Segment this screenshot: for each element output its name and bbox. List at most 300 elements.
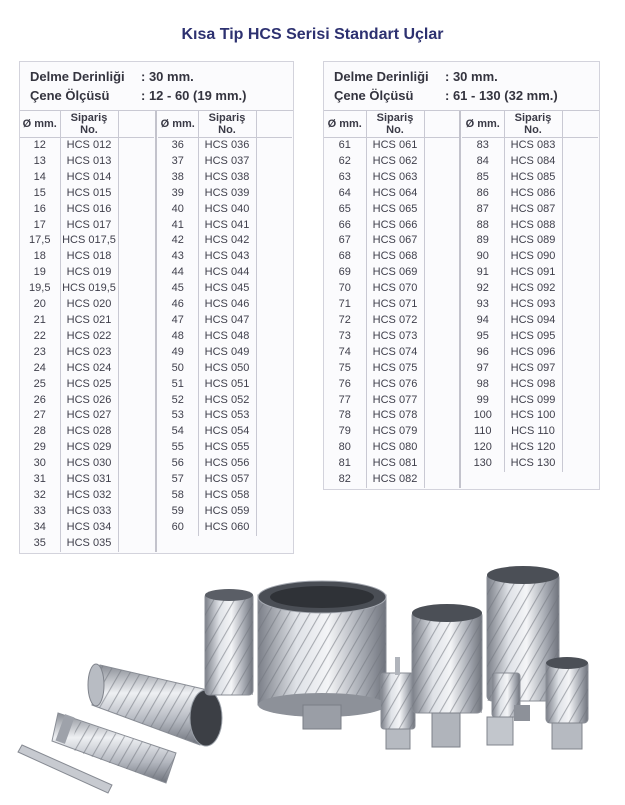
table-row: [462, 456, 598, 472]
diameter-cell: 130: [462, 456, 504, 472]
order-no-cell: HCS 083: [504, 138, 562, 154]
blank-cell: [256, 154, 292, 170]
table-row: [158, 440, 292, 456]
diameter-cell: 25: [20, 377, 60, 393]
drilling-depth-label: Delme Derinliği: [334, 69, 429, 84]
order-no-header-line1: Sipariş: [70, 112, 108, 124]
blank-cell: [424, 218, 459, 234]
blank-cell: [424, 281, 459, 297]
table-row: [20, 233, 154, 249]
order-no-cell: HCS 031: [60, 472, 118, 488]
table-row: [324, 313, 459, 329]
order-no-cell: HCS 076: [366, 377, 424, 393]
order-no-cell: HCS 130: [504, 456, 562, 472]
order-no-cell: HCS 073: [366, 329, 424, 345]
diameter-cell: 45: [158, 281, 198, 297]
blank-cell: [424, 361, 459, 377]
jaw-size-row: [30, 88, 247, 103]
jaw-size-label: Çene Ölçüsü: [334, 88, 414, 103]
order-no-header-line1: Sipariş: [514, 112, 552, 124]
diameter-cell: 58: [158, 488, 198, 504]
blank-cell: [256, 393, 292, 409]
diameter-cell: 81: [324, 456, 366, 472]
blank-cell: [118, 313, 154, 329]
table-header-row: [158, 111, 292, 138]
diameter-cell: 29: [20, 440, 60, 456]
order-no-cell: HCS 041: [198, 218, 256, 234]
diameter-cell: 57: [158, 472, 198, 488]
order-no-cell: HCS 045: [198, 281, 256, 297]
blank-cell: [118, 472, 154, 488]
blank-cell: [562, 345, 598, 361]
diameter-cell: 50: [158, 361, 198, 377]
diameter-cell: 82: [324, 472, 366, 488]
diameter-cell: 24: [20, 361, 60, 377]
diameter-cell: 64: [324, 186, 366, 202]
column-group-right-1: [324, 111, 459, 488]
diameter-cell: 52: [158, 393, 198, 409]
diameter-cell: 14: [20, 170, 60, 186]
diameter-cell: 89: [462, 233, 504, 249]
table-row: [462, 297, 598, 313]
table-row: [462, 361, 598, 377]
diameter-cell: 62: [324, 154, 366, 170]
order-no-cell: HCS 033: [60, 504, 118, 520]
table-header-row: [20, 111, 154, 138]
table-row: [20, 456, 154, 472]
diameter-cell: 18: [20, 249, 60, 265]
blank-cell: [424, 472, 459, 488]
blank-cell: [118, 424, 154, 440]
diameter-cell: 63: [324, 170, 366, 186]
order-no-cell: HCS 072: [366, 313, 424, 329]
diameter-cell: 43: [158, 249, 198, 265]
order-no-cell: HCS 020: [60, 297, 118, 313]
order-no-cell: HCS 055: [198, 440, 256, 456]
order-no-cell: HCS 039: [198, 186, 256, 202]
order-no-cell: HCS 089: [504, 233, 562, 249]
table-row: [462, 329, 598, 345]
order-no-cell: HCS 046: [198, 297, 256, 313]
table-row: [20, 377, 154, 393]
blank-cell: [256, 218, 292, 234]
table-row: [158, 520, 292, 536]
table-row: [462, 313, 598, 329]
blank-column-header: [118, 111, 154, 138]
diameter-cell: 30: [20, 456, 60, 472]
order-no-cell: HCS 081: [366, 456, 424, 472]
diameter-cell: 91: [462, 265, 504, 281]
cutter-small-far-right: [546, 657, 588, 749]
order-no-cell: HCS 096: [504, 345, 562, 361]
blank-cell: [562, 218, 598, 234]
jaw-size-value: : 61 - 130 (32 mm.): [445, 88, 558, 103]
diameter-cell: 86: [462, 186, 504, 202]
drilling-depth-value: : 30 mm.: [141, 69, 194, 84]
diameter-cell: 110: [462, 424, 504, 440]
table-row: [20, 138, 154, 154]
blank-cell: [118, 297, 154, 313]
order-no-header-line2: No.: [524, 124, 542, 136]
order-no-cell: HCS 015: [60, 186, 118, 202]
table-row: [20, 218, 154, 234]
order-no-cell: HCS 085: [504, 170, 562, 186]
order-no-header-line2: No.: [80, 124, 98, 136]
blank-cell: [424, 424, 459, 440]
blank-cell: [118, 504, 154, 520]
diameter-cell: 98: [462, 377, 504, 393]
order-no-cell: HCS 061: [366, 138, 424, 154]
table-row: [158, 488, 292, 504]
diameter-cell: 40: [158, 202, 198, 218]
diameter-cell: 65: [324, 202, 366, 218]
order-no-cell: HCS 036: [198, 138, 256, 154]
table-row: [324, 424, 459, 440]
blank-cell: [424, 249, 459, 265]
order-no-cell: HCS 042: [198, 233, 256, 249]
table-row: [462, 393, 598, 409]
diameter-cell: 31: [20, 472, 60, 488]
order-no-cell: HCS 052: [198, 393, 256, 409]
table-row: [20, 202, 154, 218]
table-row: [324, 377, 459, 393]
blank-cell: [562, 186, 598, 202]
order-no-cell: HCS 029: [60, 440, 118, 456]
jaw-size-row: [334, 88, 558, 103]
table-row: [324, 345, 459, 361]
diameter-cell: 44: [158, 265, 198, 281]
table-row: [158, 186, 292, 202]
diameter-cell: 32: [20, 488, 60, 504]
table-row: [462, 218, 598, 234]
table-row: [20, 520, 154, 536]
order-no-cell: HCS 053: [198, 408, 256, 424]
blank-cell: [424, 297, 459, 313]
blank-cell: [118, 138, 154, 154]
blank-cell: [256, 345, 292, 361]
diameter-cell: 41: [158, 218, 198, 234]
blank-cell: [256, 170, 292, 186]
blank-cell: [562, 361, 598, 377]
table-row: [20, 297, 154, 313]
table-row: [462, 249, 598, 265]
blank-cell: [256, 424, 292, 440]
order-no-cell: HCS 068: [366, 249, 424, 265]
diameter-column-header: Ø mm.: [324, 111, 366, 138]
order-no-cell: HCS 069: [366, 265, 424, 281]
order-no-cell: HCS 092: [504, 281, 562, 297]
diameter-cell: 96: [462, 345, 504, 361]
blank-cell: [256, 297, 292, 313]
blank-cell: [256, 249, 292, 265]
order-no-cell: HCS 028: [60, 424, 118, 440]
diameter-cell: 88: [462, 218, 504, 234]
diameter-cell: 34: [20, 520, 60, 536]
order-no-column-header: [60, 111, 118, 138]
size-table: [462, 111, 598, 472]
order-no-cell: HCS 043: [198, 249, 256, 265]
table-row: [462, 170, 598, 186]
blank-cell: [424, 329, 459, 345]
diameter-cell: 84: [462, 154, 504, 170]
order-no-column-header: [366, 111, 424, 138]
table-row: [20, 536, 154, 552]
blank-cell: [562, 297, 598, 313]
spec-table-left: [19, 61, 294, 554]
blank-cell: [424, 170, 459, 186]
diameter-cell: 12: [20, 138, 60, 154]
blank-cell: [562, 329, 598, 345]
diameter-cell: 99: [462, 393, 504, 409]
spec-header-left: [20, 62, 293, 111]
blank-cell: [256, 377, 292, 393]
diameter-cell: 46: [158, 297, 198, 313]
drilling-depth-row: [30, 69, 194, 84]
diameter-cell: 94: [462, 313, 504, 329]
diameter-cell: 26: [20, 393, 60, 409]
diameter-cell: 67: [324, 233, 366, 249]
order-no-cell: HCS 090: [504, 249, 562, 265]
order-no-cell: HCS 027: [60, 408, 118, 424]
blank-cell: [118, 218, 154, 234]
order-no-cell: HCS 050: [198, 361, 256, 377]
order-no-column-header: [504, 111, 562, 138]
diameter-cell: 93: [462, 297, 504, 313]
order-no-cell: HCS 071: [366, 297, 424, 313]
blank-cell: [256, 329, 292, 345]
blank-cell: [256, 488, 292, 504]
table-row: [20, 313, 154, 329]
blank-cell: [562, 138, 598, 154]
column-group-left-1: [20, 111, 154, 552]
table-row: [324, 440, 459, 456]
table-row: [158, 297, 292, 313]
order-no-header-line1: Sipariş: [208, 112, 246, 124]
diameter-cell: 87: [462, 202, 504, 218]
table-row: [324, 408, 459, 424]
column-separator: [155, 111, 157, 552]
diameter-cell: 17,5: [20, 233, 60, 249]
order-no-cell: HCS 018: [60, 249, 118, 265]
table-row: [20, 488, 154, 504]
table-row: [324, 393, 459, 409]
diameter-column-header: Ø mm.: [158, 111, 198, 138]
diameter-cell: 47: [158, 313, 198, 329]
diameter-cell: 49: [158, 345, 198, 361]
table-row: [158, 393, 292, 409]
column-group-left-2: [158, 111, 292, 536]
order-no-cell: HCS 091: [504, 265, 562, 281]
drilling-depth-row: [334, 69, 498, 84]
order-no-cell: HCS 080: [366, 440, 424, 456]
table-row: [462, 408, 598, 424]
table-row: [158, 424, 292, 440]
order-no-cell: HCS 024: [60, 361, 118, 377]
order-no-cell: HCS 067: [366, 233, 424, 249]
diameter-cell: 17: [20, 218, 60, 234]
diameter-cell: 76: [324, 377, 366, 393]
blank-cell: [424, 154, 459, 170]
diameter-cell: 21: [20, 313, 60, 329]
table-row: [324, 233, 459, 249]
diameter-cell: 35: [20, 536, 60, 552]
diameter-cell: 92: [462, 281, 504, 297]
table-row: [158, 265, 292, 281]
blank-cell: [562, 170, 598, 186]
drilling-depth-label: Delme Derinliği: [30, 69, 125, 84]
diameter-cell: 80: [324, 440, 366, 456]
order-no-cell: HCS 023: [60, 345, 118, 361]
diameter-cell: 53: [158, 408, 198, 424]
diameter-cell: 55: [158, 440, 198, 456]
table-row: [20, 265, 154, 281]
table-row: [462, 154, 598, 170]
order-no-header-line2: No.: [386, 124, 404, 136]
diameter-cell: 19,5: [20, 281, 60, 297]
order-no-cell: HCS 017,5: [60, 233, 118, 249]
order-no-cell: HCS 017: [60, 218, 118, 234]
diameter-cell: 61: [324, 138, 366, 154]
table-row: [20, 504, 154, 520]
diameter-cell: 15: [20, 186, 60, 202]
table-row: [158, 504, 292, 520]
spec-table-right: [323, 61, 600, 490]
diameter-cell: 37: [158, 154, 198, 170]
diameter-cell: 54: [158, 424, 198, 440]
table-row: [158, 456, 292, 472]
diameter-cell: 100: [462, 408, 504, 424]
order-no-cell: HCS 048: [198, 329, 256, 345]
blank-cell: [118, 202, 154, 218]
table-row: [20, 472, 154, 488]
blank-cell: [424, 313, 459, 329]
order-no-cell: HCS 051: [198, 377, 256, 393]
table-row: [324, 202, 459, 218]
blank-cell: [256, 233, 292, 249]
order-no-cell: HCS 030: [60, 456, 118, 472]
table-row: [324, 297, 459, 313]
blank-cell: [562, 249, 598, 265]
order-no-cell: HCS 062: [366, 154, 424, 170]
table-row: [324, 218, 459, 234]
blank-cell: [118, 281, 154, 297]
table-row: [462, 424, 598, 440]
blank-cell: [424, 393, 459, 409]
blank-cell: [118, 186, 154, 202]
blank-cell: [562, 456, 598, 472]
diameter-cell: 60: [158, 520, 198, 536]
blank-cell: [562, 440, 598, 456]
blank-cell: [118, 393, 154, 409]
order-no-cell: HCS 064: [366, 186, 424, 202]
table-row: [158, 329, 292, 345]
size-table: [324, 111, 459, 488]
blank-cell: [562, 313, 598, 329]
table-row: [20, 186, 154, 202]
table-row: [20, 440, 154, 456]
table-row: [20, 329, 154, 345]
diameter-cell: 36: [158, 138, 198, 154]
blank-column-header: [256, 111, 292, 138]
table-row: [324, 329, 459, 345]
diameter-cell: 20: [20, 297, 60, 313]
blank-cell: [562, 424, 598, 440]
blank-cell: [424, 456, 459, 472]
order-no-cell: HCS 019: [60, 265, 118, 281]
order-no-cell: HCS 026: [60, 393, 118, 409]
table-row: [158, 345, 292, 361]
diameter-cell: 42: [158, 233, 198, 249]
blank-cell: [424, 186, 459, 202]
order-no-cell: HCS 099: [504, 393, 562, 409]
blank-cell: [118, 440, 154, 456]
table-row: [20, 424, 154, 440]
blank-cell: [118, 154, 154, 170]
diameter-cell: 83: [462, 138, 504, 154]
blank-cell: [256, 138, 292, 154]
diameter-cell: 66: [324, 218, 366, 234]
order-no-cell: HCS 088: [504, 218, 562, 234]
order-no-cell: HCS 074: [366, 345, 424, 361]
diameter-cell: 97: [462, 361, 504, 377]
table-row: [20, 154, 154, 170]
blank-cell: [256, 520, 292, 536]
diameter-cell: 75: [324, 361, 366, 377]
order-no-cell: HCS 060: [198, 520, 256, 536]
blank-cell: [424, 345, 459, 361]
table-row: [20, 361, 154, 377]
diameter-cell: 16: [20, 202, 60, 218]
blank-cell: [118, 233, 154, 249]
order-no-cell: HCS 078: [366, 408, 424, 424]
blank-cell: [118, 345, 154, 361]
table-row: [462, 281, 598, 297]
cutter-large-center: [258, 581, 386, 729]
table-row: [158, 472, 292, 488]
blank-cell: [424, 265, 459, 281]
table-row: [20, 408, 154, 424]
table-row: [158, 249, 292, 265]
order-no-cell: HCS 040: [198, 202, 256, 218]
order-no-cell: HCS 056: [198, 456, 256, 472]
order-no-header-line2: No.: [218, 124, 236, 136]
order-no-cell: HCS 079: [366, 424, 424, 440]
table-row: [324, 281, 459, 297]
diameter-cell: 85: [462, 170, 504, 186]
order-no-cell: HCS 058: [198, 488, 256, 504]
table-row: [324, 472, 459, 488]
order-no-cell: HCS 084: [504, 154, 562, 170]
diameter-cell: 28: [20, 424, 60, 440]
blank-cell: [256, 361, 292, 377]
table-row: [324, 361, 459, 377]
diameter-cell: 72: [324, 313, 366, 329]
order-no-cell: HCS 035: [60, 536, 118, 552]
table-header-row: [324, 111, 459, 138]
order-no-cell: HCS 054: [198, 424, 256, 440]
diameter-cell: 22: [20, 329, 60, 345]
order-no-cell: HCS 012: [60, 138, 118, 154]
order-no-cell: HCS 097: [504, 361, 562, 377]
table-row: [20, 281, 154, 297]
blank-cell: [562, 408, 598, 424]
table-row: [20, 170, 154, 186]
diameter-column-header: Ø mm.: [462, 111, 504, 138]
table-row: [462, 440, 598, 456]
table-row: [462, 345, 598, 361]
table-row: [158, 377, 292, 393]
diameter-cell: 13: [20, 154, 60, 170]
